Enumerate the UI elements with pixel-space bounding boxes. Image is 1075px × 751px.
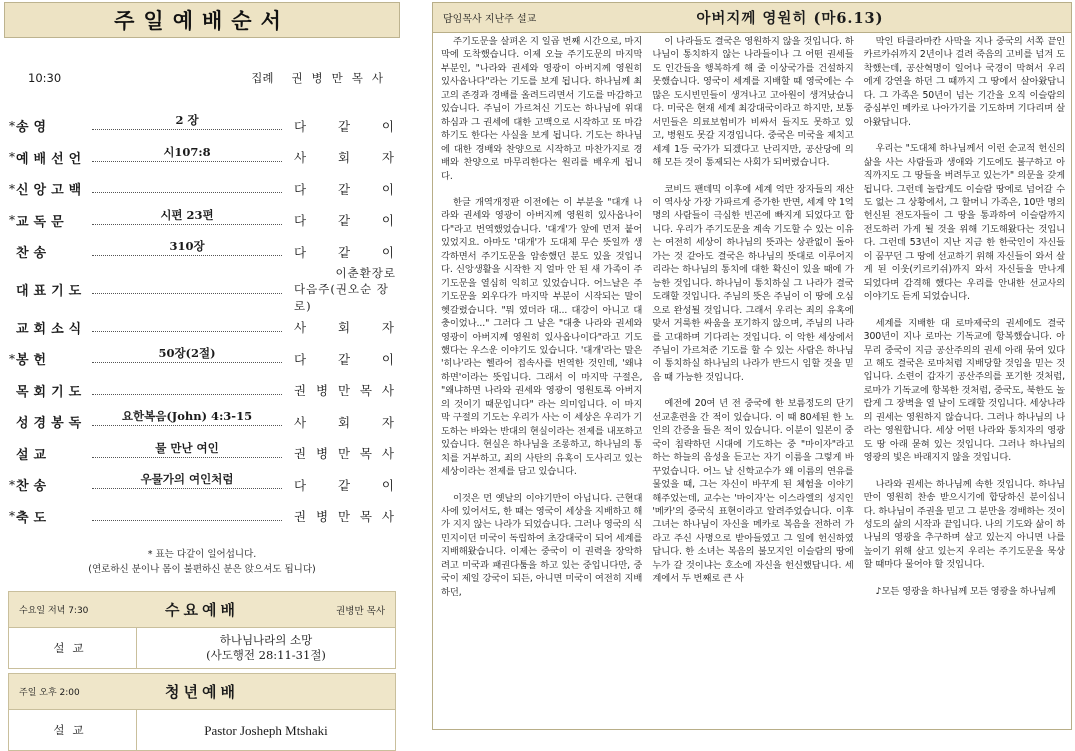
- order-item-detail: 50장(2절): [154, 345, 219, 361]
- dot-leader: [92, 408, 282, 426]
- order-item: [4, 406, 400, 438]
- order-item-label: 교독문: [16, 214, 69, 230]
- order-item-label: 찬송: [16, 246, 52, 262]
- youth-sermon-label: 설교: [9, 710, 137, 750]
- dot-leader: [92, 144, 282, 162]
- dot-leader: [92, 175, 282, 193]
- order-item-detail: 물 만난 여인: [151, 440, 223, 456]
- order-item: [4, 110, 400, 142]
- order-item-detail: 우물가의 여인처럼: [137, 471, 238, 487]
- youth-preacher: Pastor Josheph Mtshaki: [204, 722, 328, 738]
- sermon-column-1: [441, 35, 642, 727]
- sermon-column-2: [652, 35, 853, 727]
- prayer-leader-line: 이춘환장로: [335, 265, 396, 280]
- order-item-label: 찬송: [16, 479, 52, 495]
- order-item: [4, 265, 400, 313]
- order-item-label: 예배선언: [16, 151, 87, 167]
- standing-mark: *: [9, 477, 15, 492]
- dot-leader: [92, 503, 282, 521]
- order-item-label: 축도: [16, 510, 52, 526]
- sermon-paragraph: 막인 타클라마칸 사막을 지나 중국의 서쪽 끝인 카르카쉬까지 2년이나 걸려 죽음의 고비를 넘겨 도착했는데, 공산혁명이 일어나 국경이 막혀서 우리에게 강연을 하던 그 때까지 그 땅에서 살아왔답니다. 그 가족은 50년이 넘는 기간을 오직 이슬람의 중심부인 메카로 나아가기를 기도하며 기다리며 살아왔답니다.: [863, 36, 1065, 128]
- order-item: [4, 142, 400, 174]
- order-item-person: 사 회 자: [294, 414, 396, 430]
- standing-mark: *: [9, 181, 15, 196]
- order-item-label: 봉헌: [16, 353, 52, 369]
- order-of-worship-panel: [4, 2, 400, 738]
- sermon-header: [433, 3, 1071, 33]
- dot-leader: [92, 112, 282, 130]
- dot-leader: [92, 345, 282, 363]
- order-item-person: 다 같 이: [294, 244, 396, 260]
- order-item-detail: 시107:8: [159, 144, 214, 160]
- wednesday-sermon-label: 설교: [9, 628, 137, 668]
- service-header: [4, 68, 400, 88]
- sermon-paragraph: 주기도문을 살펴온 지 일곱 번째 시간으로, 마지막에 도착했습니다. 이제 오늘 주기도문의 마지막 부분인, "나라와 권세와 영광이 아버지께 영원히 있사옵나다"라는 기도를 보게 됩니다. 하나님께 최고의 존경과 경배를 올려드리면서 기도를 마감하고 있습니다. 주님이 가르쳐신 기도는 하나님에 위대하심과 그 권세에 대한 고백으로 시작하고 또 마감하기도 한다는 사실을 보게 됩니다. 기도는 하나님에 대한 경배와 찬양으로 시작하고 마찬가지로 경배와 찬양으로 마무리한다는 원리를 배우게 됩니다.: [441, 36, 643, 182]
- order-item-person: 다 같 이: [294, 118, 396, 134]
- order-item-detail: 2 장: [171, 112, 202, 128]
- order-item-detail: 요한복음(John) 4:3-15: [118, 408, 256, 424]
- order-item: [4, 236, 400, 268]
- order-item-label: 신앙고백: [16, 183, 87, 199]
- wednesday-time: 수요일 저녁 7:30: [19, 606, 89, 617]
- sermon-paragraph: 나라와 권세는 하나님께 속한 것입니다. 하나님만이 영원히 찬송 받으시기에 합당하신 분이십니다. 하나님이 주권을 믿고 그 분만을 경배하는 것이 성도의 삶의 시작과 끝입니다. 나의 기도와 삶이 하나님의 영광을 추구하며 살고 있는지 아니면 나를 높이기 위해 살고 있는지 우리는 주기도문을 묵상할 때마다 물어야 할 것입니다.: [863, 478, 1065, 571]
- sermon-paragraph: 이 나라들도 결국은 영원하지 않을 것입니다. 하나님이 통치하지 않는 나라들이나 그 어떤 권세들도 인간들을 행복하게 해 줄 이상국가를 건설하지 못했습니다. 영국이 세계를 지배할 때 영국에는 수많은 도시빈민들이 생겨나고 고아원이 생겨났습니다. 미국은 현재 세계 최강대국이라고 하지만, 보통 서민들은 의료보험비가 비싸서 들지도 못하고 있고, 병원도 못갈 지경입니다. 중국은 미국을 제치고 세계 1등 국가가 되겠다고 난리지만, 공산당에 의해 모든 것이 통제되는 사회가 되버렸습니다.: [652, 36, 854, 169]
- order-item: [4, 173, 400, 205]
- order-item-person: 다 같 이: [294, 181, 396, 197]
- order-item-person: 권 병 만 목 사: [294, 383, 396, 399]
- order-item-label: 송영: [16, 120, 52, 136]
- standing-note: [4, 548, 400, 577]
- sermon-body: [433, 33, 1071, 727]
- sermon-paragraph: 세계를 지배한 대 로마제국의 권세에도 결국 300년이 지나 로마는 기독교에 항복했습니다. 아무리 중국이 지금 공산주의의 권세 아래 묶여 있다고 해도 결국은 로마처럼 지배당할 것임을 믿는 것입니다. 소련이 갑자기 공산주의를 포기한 것처럼, 로마가 기독교에 항복한 것처럼, 중국도, 북한도 놀랍게 그 장벽을 열 날이 도래할 것입니다. 세상나라의 권세는 영원하지 않습니다. 그러나 하나님의 나라는 영원합니다. 세상 어떤 나라와 통치자의 영광도 땅 아래 묻혀 있는 것입니다. 그러나 하나님의 영광의 빛은 바래지지 않을 것입니다.: [863, 317, 1065, 464]
- order-item-label: 목회기도: [16, 384, 87, 400]
- order-item: [4, 205, 400, 237]
- youth-name: 청년예배: [165, 683, 239, 702]
- sermon-panel: [432, 2, 1072, 730]
- wednesday-service-table: [8, 591, 396, 669]
- wednesday-name: 수요예배: [165, 601, 239, 620]
- note-line-1: * 표는 다같이 일어섭니다.: [147, 549, 257, 560]
- order-item-person: [294, 265, 396, 315]
- order-item: [4, 438, 400, 470]
- standing-mark: *: [9, 351, 15, 366]
- wednesday-pastor: 권병만 목사: [336, 605, 385, 617]
- order-item-person: 사 회 자: [294, 320, 396, 336]
- youth-time: 주일 오후 2:00: [19, 688, 80, 699]
- order-item-person: 사 회 자: [294, 150, 396, 166]
- dot-leader: [92, 440, 282, 458]
- sermon-title: 아버지께 영원히 (마6.13): [696, 10, 884, 27]
- dot-leader: [92, 238, 282, 256]
- sermon-paragraph: ♪모든 영광을 하나님께 모든 영광을 하나님께: [875, 585, 1056, 597]
- order-list: [4, 110, 400, 532]
- dot-leader: [92, 314, 282, 332]
- order-item-person: 권 병 만 목 사: [294, 509, 396, 525]
- order-item: [4, 343, 400, 375]
- order-item-person: 다 같 이: [294, 477, 396, 493]
- service-time: 10:30: [28, 71, 62, 85]
- order-item-person: 다 같 이: [294, 213, 396, 229]
- order-item: [4, 501, 400, 533]
- sermon-paragraph: 코비드 팬데믹 이후에 세계 억만 장자들의 재산이 역사상 가장 가파르게 증가한 반면, 세계 약 1억 명의 사람들이 극심한 빈곤에 빠지게 되었다고 합니다. 우리가 주기도문을 계속 기도할 수 있는 이유는 여전히 세상이 하나님의 뜻과는 상관없이 돌아가는 것 같아도 결국은 하나님의 뜻대로 이루어지리라는 하나님의 통치에 대한 확신이 있을 때에 가능한 것입니다. 하나님이 통치하실 그 나라가 결국 도래할 것입니다. 주님의 뜻은 주님이 이 땅에 오심으로 완성될 것입니다. 그래서 우리는 죄의 유혹에 맞서 거룩한 싸움을 포기하지 않으며, 주님의 나라를 고대하며 기다리는 것입니다. 이 악한 세상에서 주님이 가르쳐준 기도를 할 수 있는 사람은 하나님이 통치하실 하나님의 나라가 반드시 임할 것을 믿음 때 가능한 것입니다.: [652, 183, 854, 383]
- order-item-detail: 310장: [165, 238, 208, 254]
- order-item-person: 다 같 이: [294, 351, 396, 367]
- note-line-2: (연로하신 분이나 몸이 불편하신 분은 앉으셔도 됩니다): [88, 563, 316, 575]
- wednesday-sermon-title: 하나님나라의 소망: [219, 632, 313, 647]
- order-item-label: 설교: [16, 447, 52, 463]
- officiant-name: 권병만목사: [291, 71, 392, 85]
- order-item-person: 권 병 만 목 사: [294, 446, 396, 462]
- dot-leader: [92, 377, 282, 395]
- dot-leader: [92, 471, 282, 489]
- standing-mark: *: [9, 150, 15, 165]
- prayer-leader-line: 다음주(권오순 장로): [294, 282, 389, 313]
- wednesday-sermon-passage: (사도행전 28:11-31절): [206, 648, 326, 663]
- sermon-paragraph: 이것은 먼 옛날의 이야기만이 아닙니다. 근현대사에 있어서도, 한 때는 영국이 세상을 지배하고 해가 지지 않는 나라가 되었습니다. 그러나 영국의 식민지이던 미국이 독립하여 초강대국이 되어 세계를 지배해왔습니다. 이제는 중국이 이 권력을 장악하려고 미국과 패권다툼을 하고 있는 중입니다만, 중국이 제일 강국이 되든, 아니면 미국이 여전히 지배하던,: [441, 492, 643, 598]
- standing-mark: *: [9, 509, 15, 524]
- dot-leader: [92, 207, 282, 225]
- officiant-label: 집례: [251, 71, 274, 85]
- standing-mark: *: [9, 118, 15, 133]
- sermon-paragraph: 한글 개역개정판 이전에는 이 부분을 "대개 나라와 권세와 영광이 아버지께 영원히 있사옵나이다"라고 번역했었습니다. '대개'가 앞에 먼저 붙어 있었지요. 아마도 '대개'가 도대체 무슨 뜻일까 생각하면서 주기도문을 암송했던 분도 있을 것입니다. 신앙생활을 시작한 지 얼마 안 된 새 가족이 주기도문을 열심히 익히고 있었습니다. 어느날은 주기도문을 외우다가 마지막 부분이 시작되는 말이 헷갈렸습니다. "뭐 였더라 대... 대강이 아니고 대충이었나..." 그러다 그 날은 "대충 나라와 권세와 영광이 아버지께 영원히 있사옵나이다"라고 기도했다는 우스운 이야기도 있습니다. '대개'라는 말은 '히나'라는 헬라어 접속사를 번역한 것인데, '왜냐하면'이라는 뜻입니다. 그래서 이 마지막 구절은, "왜냐하면 나라와 권세와 영광이 영원토록 아버지의 것이기 때문입니다" 라는 의미입니다. 이 마지막 구절의 기도는 우리가 사는 이 세상은 우리가 기도하는 바와는 반대의 현실이라는 전제를 내포하고 있습니다. 현실은 하나님을 조롱하고, 하나님의 통치를 거부하고, 죄의 사탄의 유혹이 도사리고 있는 세상이라는 전제를 담고 있습니다.: [441, 196, 643, 478]
- page-title: 주일예배순서: [4, 2, 400, 38]
- order-item-label: 성경봉독: [16, 416, 87, 432]
- order-item: [4, 375, 400, 407]
- order-item-label: 대표기도: [16, 284, 87, 299]
- order-item: [4, 312, 400, 344]
- sermon-column-3: [864, 35, 1065, 727]
- order-item-label: 교회소식: [16, 321, 87, 337]
- youth-service-table: [8, 673, 396, 751]
- sermon-author: 담임목사 지난주 설교: [443, 14, 537, 25]
- order-item: [4, 469, 400, 501]
- sermon-paragraph: 예전에 20여 년 전 중국에 한 보름정도의 단기선교훈련을 간 적이 있습니다. 이 때 80세된 한 노인의 간증을 들은 적이 있습니다. 이분이 일본이 중국이 침략하던 시대에 기도하는 중 "마이자"라고 하는 하늘의 음성을 듣고는 자기 이름을 그렇게 바꾸었습니다. 어느 날 신학교수가 왜 이름의 연유를 물었을 때, 그는 자신이 바꾸게 된 체험을 이야기 해주었는데, 교수는 '마이자'는 이스라엘의 성지인 '메카'의 중국식 표현이라고 알려주었습니다. 이후 그녀는 하나님이 자신을 메카로 복음을 전하러 가라고 주신 사명으로 받아들였고 그 일에 헌신하였답니다. 한 소녀는 복음의 불모지인 이슬람의 땅에 누가 갈 것이냐는 호소에 자신을 헌신했답니다. 세계에서 두 번째로 큰 사: [652, 398, 854, 585]
- dot-leader: [92, 276, 282, 294]
- standing-mark: *: [9, 213, 15, 228]
- sermon-paragraph: 우리는 "도대체 하나님께서 이런 순교적 헌신의 삶을 사는 사람들과 생애와 기도에도 불구하고 아직까지도 그 땅들을 버려두고 있는가" 의문을 갖게 됩니다. 그런데 놀랍게도 이슬람 땅에로 넘어갈 수도 없는 그 상황에서, 그 할머니 가족은, 10만 명의 헌신된 전도자들이 그 땅을 통과하여 이슬람까지 전도하러 가게 될 것을 위해 기도해왔다는 것입니다. 그런데 53년이 지난 지금 한 한국인이 자신들이 꿈꾸던 그 땅에 선교하기 위해 자신들이 와서 살게 된 이웃(키르키쉬)까지 와서 자신들을 만나게 되었다며 감격해 했다는 우리를 안내한 선교사의 이야기도 듣게 되었습니다.: [863, 143, 1065, 303]
- order-item-detail: 시편 23편: [156, 207, 217, 223]
